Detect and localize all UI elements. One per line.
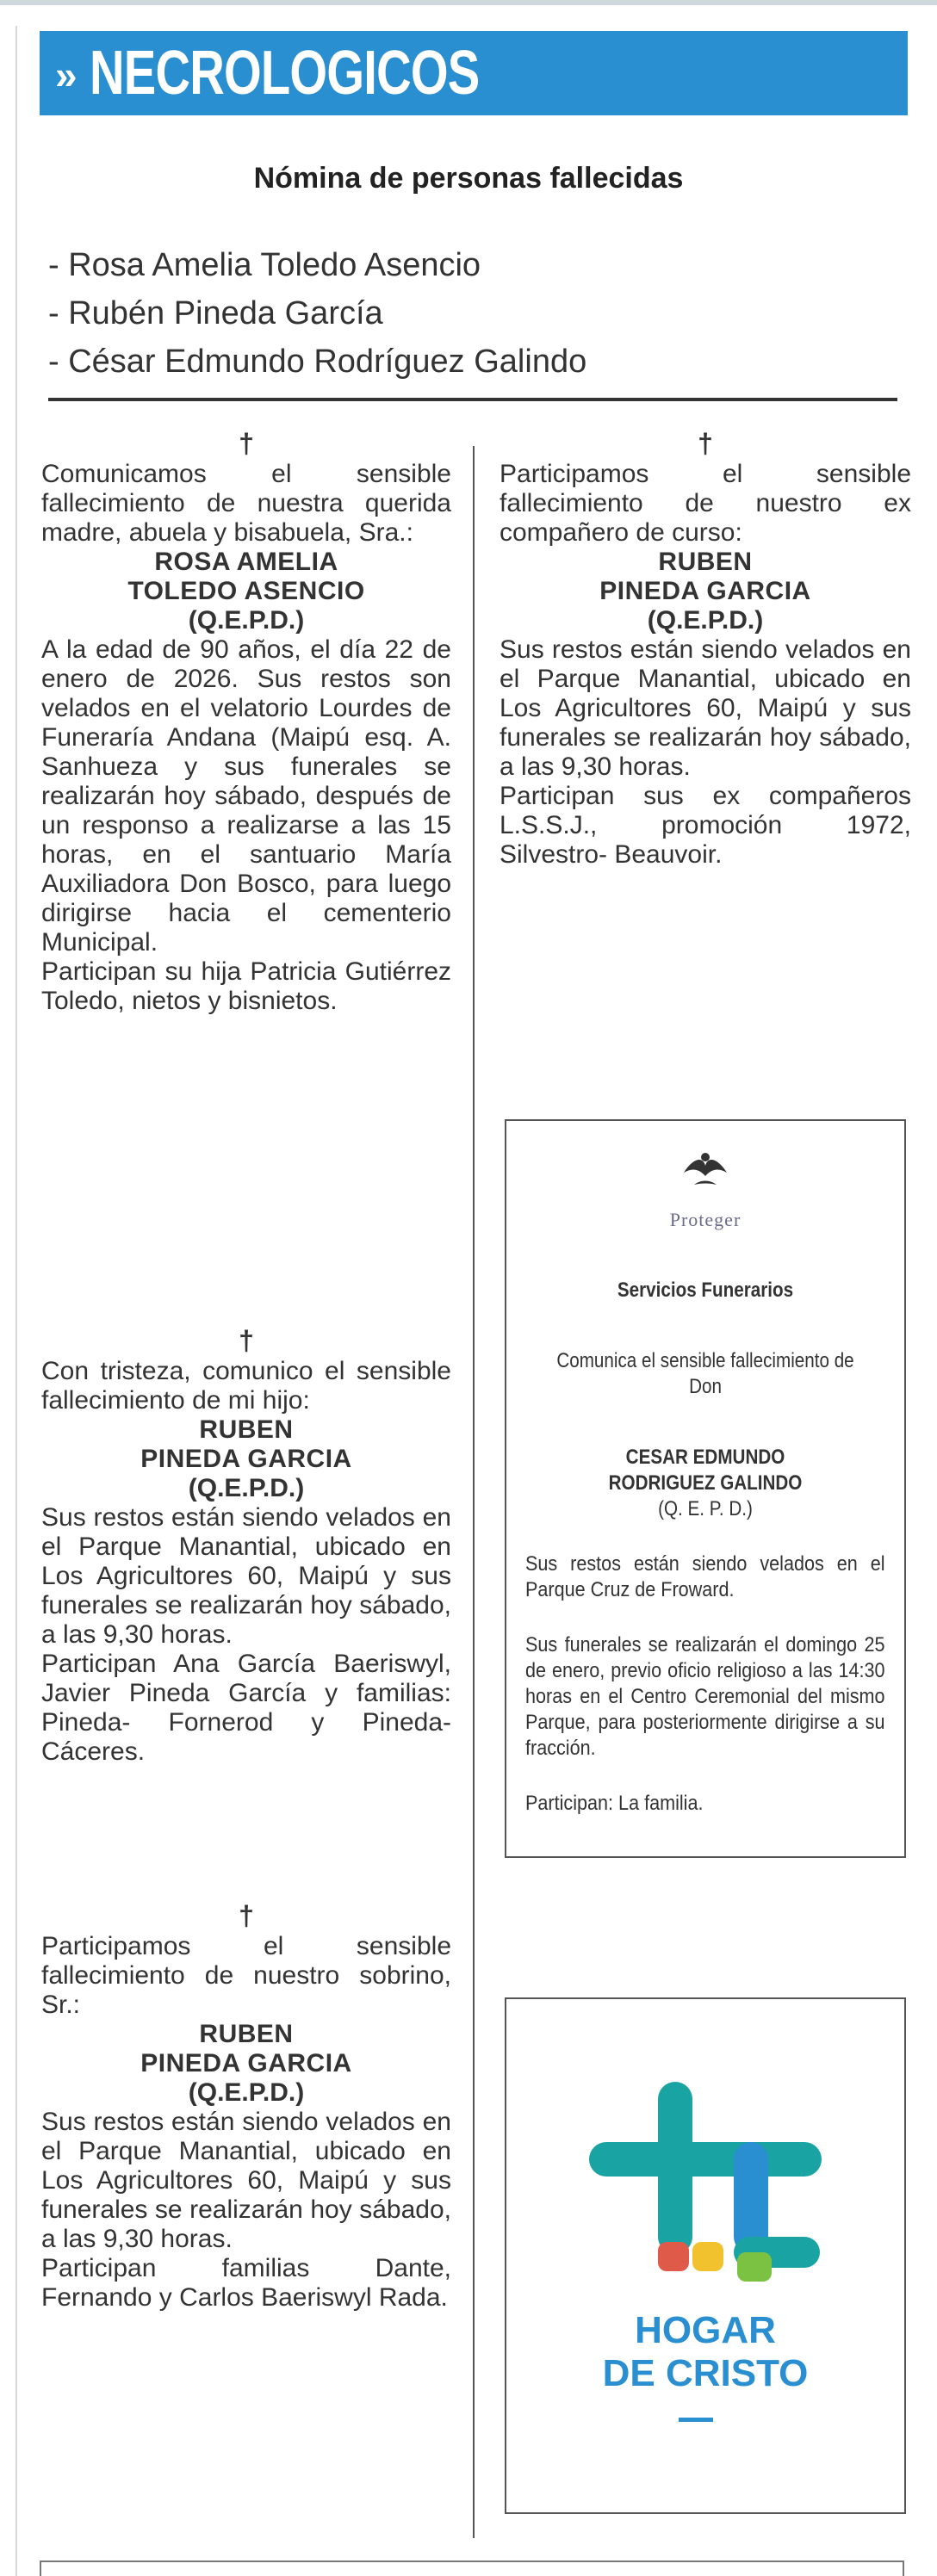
ad-brand-name: Proteger xyxy=(669,1209,742,1230)
notice-body: A la edad de 90 años, el día 22 de enero de 2026. Sus restos son velados en el velatorio Lourdes de Funeraría Andana (Maipú esq. A. Sanhueza y sus funerales se realizarán hoy sábado, después de un responso a realizarse a las 15 horas, en el santuario María Auxiliadora Don Bosco, para luego dirigirse hacia el cementerio Municipal. xyxy=(41,635,451,957)
ad-deceased-name: CESAR EDMUNDO xyxy=(625,1446,785,1469)
section-title: NECROLOGICOS xyxy=(89,39,480,108)
deceased-name: RUBEN xyxy=(658,548,753,576)
qepd-label: (Q.E.P.D.) xyxy=(188,1474,305,1502)
nomina-item: - Rubén Pineda García xyxy=(48,295,383,331)
ad-services-title: Servicios Funerarios xyxy=(617,1279,794,1302)
deceased-surname: PINEDA GARCIA xyxy=(140,2049,352,2078)
nomina-item: - César Edmundo Rodríguez Galindo xyxy=(48,344,587,380)
hogar-line-2: DE CRISTO xyxy=(602,2352,809,2394)
notice-intro: Comunicamos el sensible fallecimiento de nuestra querida madre, abuela y bisabuela, Sra.: xyxy=(41,460,451,547)
section-banner-content xyxy=(55,31,589,115)
hogar-de-cristo-logo xyxy=(589,2082,822,2288)
notice-participants: Participan sus ex compañeros L.S.S.J., promoción 1972, Silvestro- Beauvoir. xyxy=(500,782,911,869)
deceased-surname: PINEDA GARCIA xyxy=(599,577,811,605)
qepd-label: (Q.E.P.D.) xyxy=(188,606,305,635)
notice-body: Sus restos están siendo velados en el Parque Manantial, ubicado en Los Agricultores 60, Maipú y sus funerales se realizarán hoy sábado, a las 9,30 horas. xyxy=(500,635,911,781)
section-banner xyxy=(40,31,908,115)
notice-body: Sus restos están siendo velados en el Parque Manantial, ubicado en Los Agricultores 60, Maipú y sus funerales se realizarán hoy sábado, a las 9,30 horas. xyxy=(41,1503,451,1649)
next-notice-box xyxy=(40,2561,904,2576)
death-notice-pineda-family xyxy=(41,1901,451,2313)
death-notice-pineda-mother xyxy=(41,1326,451,1767)
deceased-surname: PINEDA GARCIA xyxy=(140,1445,352,1473)
ad-intro: Comunica el sensible fallecimiento de Don xyxy=(556,1349,854,1398)
nomina-item: - Rosa Amelia Toledo Asencio xyxy=(48,247,481,283)
notice-intro: Participamos el sensible fallecimiento de nuestro sobrino, Sr.: xyxy=(41,1932,451,2019)
notice-participants: Participan Ana García Baeriswyl, Javier Pineda García y familias: Pineda- Fornerod y Pineda- Cáceres. xyxy=(41,1650,451,1766)
notice-intro: Participamos el sensible fallecimiento de nuestro ex compañero de curso: xyxy=(500,460,911,547)
deceased-surname: TOLEDO ASENCIO xyxy=(127,577,365,605)
nomina-list xyxy=(48,241,586,386)
deceased-name: RUBEN xyxy=(199,2020,294,2048)
notice-participants: Participan su hija Patricia Gutiérrez Toledo, nietos y bisnietos. xyxy=(41,957,451,1015)
funeral-services-ad xyxy=(505,1119,906,1858)
ad-deceased-surname: RODRIGUEZ GALINDO xyxy=(608,1471,803,1495)
ad-qepd-label: (Q. E. P. D.) xyxy=(658,1497,753,1520)
bird-flourish-icon xyxy=(525,1147,885,1207)
hogar-underline xyxy=(679,2418,713,2422)
cross-icon: † xyxy=(239,1900,254,1931)
qepd-label: (Q.E.P.D.) xyxy=(647,606,764,635)
column-divider xyxy=(473,446,475,2538)
death-notice-toledo xyxy=(41,429,451,1016)
death-notice-pineda-classmates xyxy=(500,429,911,870)
notice-intro: Con tristeza, comunico el sensible fallecimiento de mi hijo: xyxy=(41,1357,451,1415)
notice-body: Sus restos están siendo velados en el Parque Manantial, ubicado en Los Agricultores 60, Maipú y sus funerales se realizarán hoy sábado, a las 9,30 horas. xyxy=(41,2108,451,2253)
deceased-name: RUBEN xyxy=(199,1415,294,1444)
notice-participants: Participan familias Dante, Fernando y Carlos Baeriswyl Rada. xyxy=(41,2254,451,2312)
hogar-de-cristo-ad xyxy=(505,1997,906,2514)
cross-icon: † xyxy=(698,428,713,459)
cross-icon: † xyxy=(239,1325,254,1356)
ad-body-wake: Sus restos están siendo velados en el Parque Cruz de Froward. xyxy=(525,1552,885,1601)
deceased-name: ROSA AMELIA xyxy=(154,548,338,576)
double-chevron-icon: » xyxy=(55,53,74,97)
section-divider xyxy=(48,398,897,401)
hogar-de-cristo-wordmark xyxy=(506,2309,904,2395)
qepd-label: (Q.E.P.D.) xyxy=(188,2078,305,2107)
cross-icon: † xyxy=(239,428,254,459)
nomina-title: Nómina de personas fallecidas xyxy=(253,162,684,195)
ad-body-funeral: Sus funerales se realizarán el domingo 25 de enero, previo oficio religioso a las 14:30 horas en el Centro Ceremonial del mismo Parque, para posteriormente dirigirse a su fracción. xyxy=(525,1633,885,1760)
hogar-line-1: HOGAR xyxy=(635,2309,776,2351)
top-border xyxy=(0,0,937,5)
ad-participants: Participan: La familia. xyxy=(525,1792,704,1815)
